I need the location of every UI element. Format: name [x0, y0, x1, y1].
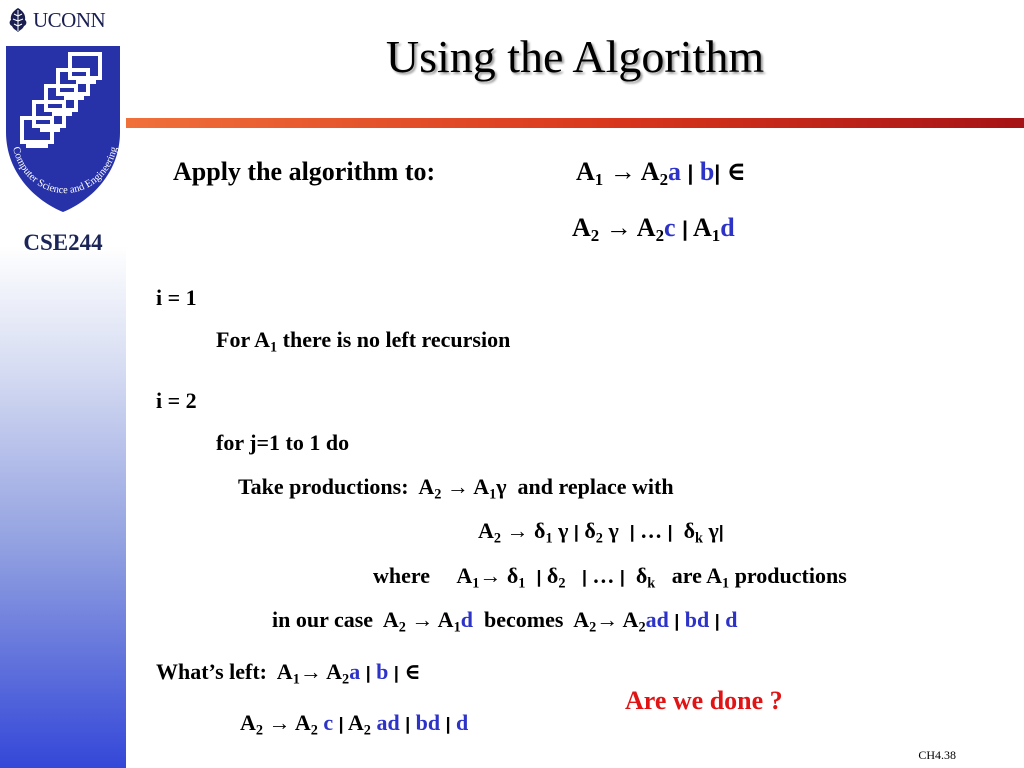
university-name: UCONN	[33, 7, 106, 32]
title-divider	[126, 118, 1024, 128]
grammar-rule-a1: $A_1 \to A_2a$ | b| ∈	[576, 157, 746, 190]
course-code: CSE244	[23, 230, 103, 255]
logo-arc-text: Computer Science and Engineering	[10, 145, 120, 197]
in-our-case-line: in our case $A_2 \to A_1d$ becomes $A_2\to A_2ad$ | bd | d	[272, 607, 738, 636]
page-number: CH4.38	[918, 748, 956, 762]
remaining-a2-rule: $A_2 \to A_2$ c | $A_2$ ad | bd | d	[240, 710, 469, 739]
cse-department-logo	[0, 40, 126, 220]
whats-left-line: What’s left: $A_1\to A_2a$ | b | ∈	[156, 659, 421, 688]
grammar-rule-a2: $A_2 \to A_2c$ | $A_1d$	[572, 213, 735, 246]
apply-label: Apply the algorithm to:	[173, 157, 436, 186]
sidebar	[0, 0, 126, 768]
are-we-done-question: Are we done ?	[625, 686, 783, 715]
no-recursion-line: For $A_1$ there is no left recursion	[216, 327, 511, 356]
take-productions-line: Take productions: $A_2 \to A_1\gamma$ and replace with	[238, 474, 674, 503]
uconn-brand	[6, 6, 105, 34]
for-loop-line: for j=1 to 1 do	[216, 430, 350, 455]
iteration-1-label: i = 1	[156, 285, 197, 310]
where-line: where $A_1\to \delta_1$ | $\delta_2$ | … | $\delta_k$ are $A_1$ productions	[373, 563, 847, 592]
slide-title: Using the Algorithm	[385, 31, 765, 82]
replacement-rule: $A_2 \to \delta_1$ γ | $\delta_2$ γ | … | $\delta_k$ γ|	[478, 518, 724, 547]
oak-leaf-icon	[6, 7, 30, 33]
iteration-2-label: i = 2	[156, 388, 197, 413]
